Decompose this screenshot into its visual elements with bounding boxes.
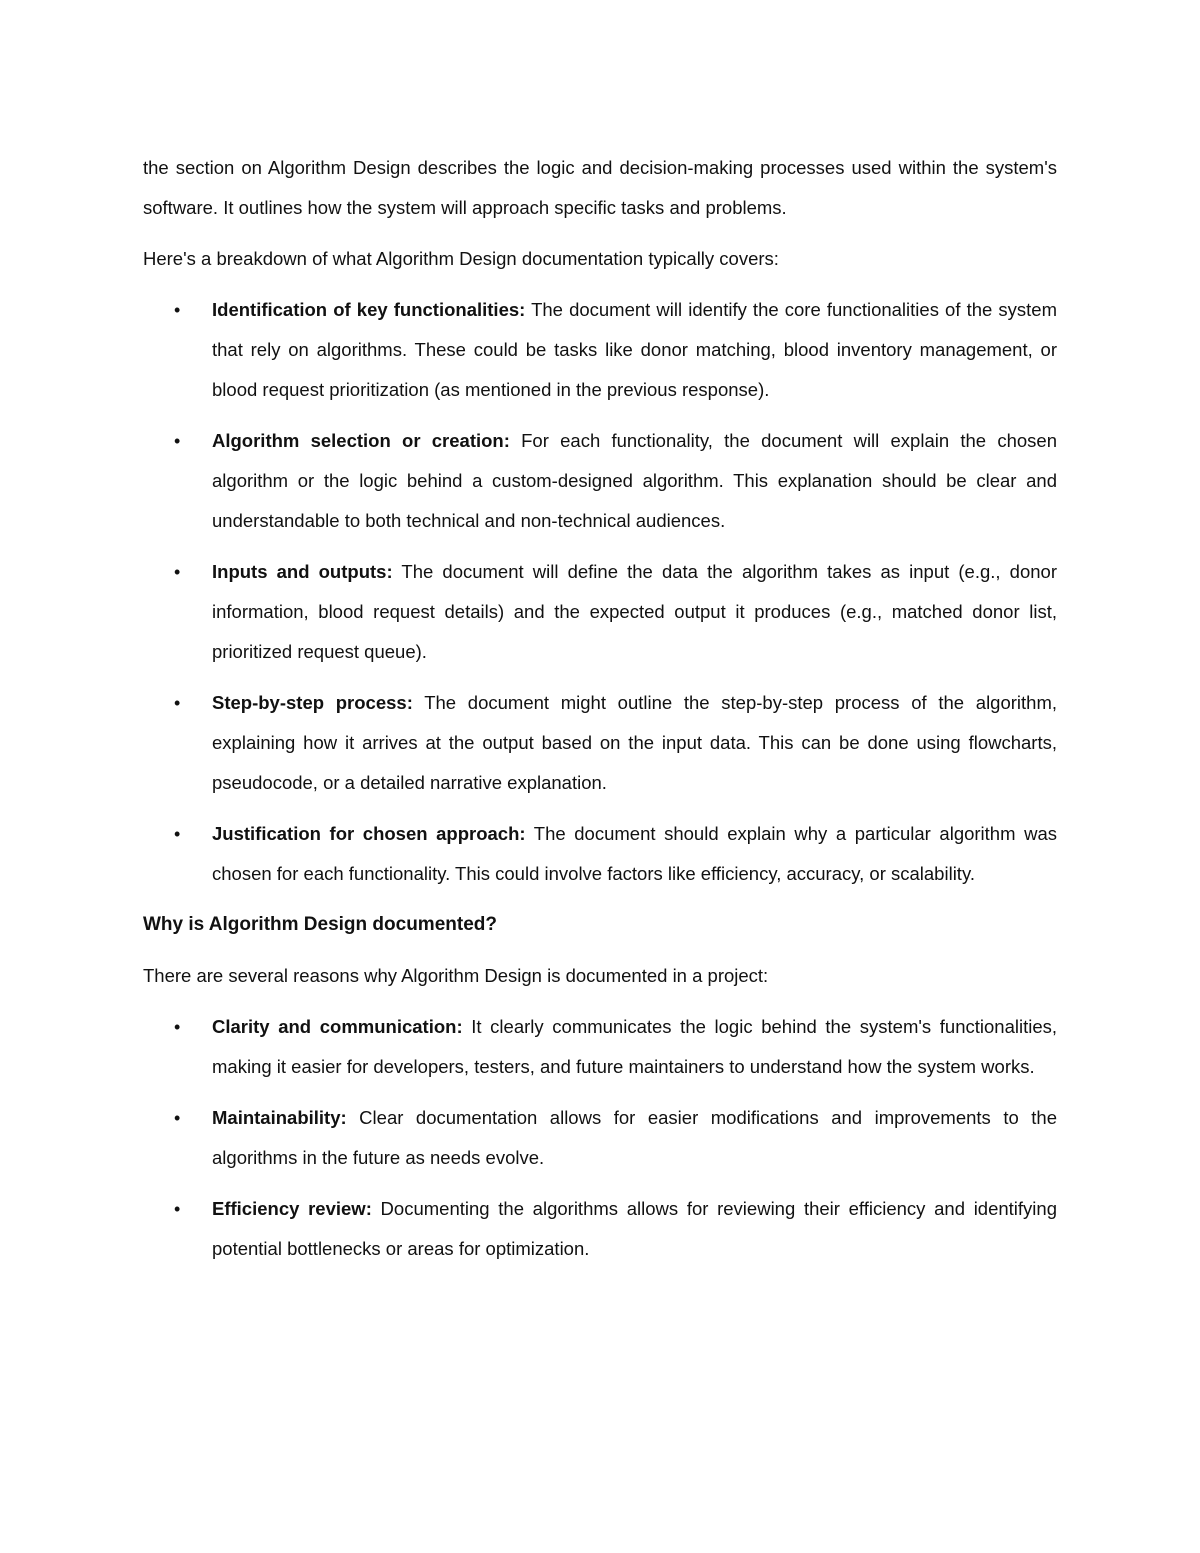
bullet-icon: •	[174, 1108, 181, 1128]
document-body	[143, 148, 1057, 1280]
bullet-icon: •	[174, 824, 181, 844]
bullet-icon: •	[174, 431, 181, 451]
section-heading: Why is Algorithm Design documented?	[143, 914, 497, 935]
intro-paragraph: the section on Algorithm Design describes the logic and decision-making processes used within the system's software. It outlines how the system will approach specific tasks and problems.	[143, 157, 1057, 218]
bullet-icon: •	[174, 1017, 181, 1037]
list-item-term: Inputs and outputs:	[212, 561, 393, 582]
list-item	[143, 1098, 1057, 1178]
list-item-term: Justification for chosen approach:	[212, 823, 526, 844]
bullet-icon: •	[174, 562, 181, 582]
list-item-term: Efficiency review:	[212, 1198, 372, 1219]
list-item	[143, 1007, 1057, 1087]
list-item	[143, 421, 1057, 541]
list-item-term: Maintainability:	[212, 1107, 347, 1128]
list-item-term: Clarity and communication:	[212, 1016, 463, 1037]
list-item-text: Documenting the algorithms allows for reviewing their efficiency and identifying potential bottlenecks or areas for optimization.	[212, 1198, 1057, 1259]
breakdown-intro: Here's a breakdown of what Algorithm Design documentation typically covers:	[143, 248, 779, 269]
reasons-intro: There are several reasons why Algorithm Design is documented in a project:	[143, 965, 769, 986]
list-item-text: The document might outline the step-by-step process of the algorithm, explaining how it arrives at the output based on the input data. This can be done using flowcharts, pseudocode, or a detailed narrative explanation.	[212, 692, 1058, 793]
list-item	[143, 683, 1057, 803]
bullet-icon: •	[174, 693, 181, 713]
list-item-text: For each functionality, the document will explain the chosen algorithm or the logic behind a custom-designed algorithm. This explanation should be clear and understandable to both technical and non-technical audiences.	[212, 430, 1057, 531]
list-item-text: Clear documentation allows for easier modifications and improvements to the algorithms in the future as needs evolve.	[212, 1107, 1057, 1168]
bullet-icon: •	[174, 300, 181, 320]
list-item-text: The document will identify the core functionalities of the system that rely on algorithms. These could be tasks like donor matching, blood inventory management, or blood request prioritization (as mentioned in the previous response).	[212, 299, 1057, 400]
list-item-term: Step-by-step process:	[212, 692, 413, 713]
bullet-icon: •	[174, 1199, 181, 1219]
list-item-text: The document should explain why a particular algorithm was chosen for each functionality. This could involve factors like efficiency, accuracy, or scalability.	[212, 823, 1057, 884]
list-item	[143, 290, 1057, 410]
list-item-text: It clearly communicates the logic behind the system's functionalities, making it easier for developers, testers, and future maintainers to understand how the system works.	[212, 1016, 1058, 1077]
list-item-term: Algorithm selection or creation:	[212, 430, 510, 451]
reasons-list	[143, 1007, 1057, 1269]
covers-list	[143, 290, 1057, 894]
list-item-text: The document will define the data the algorithm takes as input (e.g., donor information, blood request details) and the expected output it produces (e.g., matched donor list, prioritized request queue).	[212, 561, 1057, 662]
list-item	[143, 814, 1057, 894]
list-item-term: Identification of key functionalities:	[212, 299, 526, 320]
list-item	[143, 1189, 1057, 1269]
list-item	[143, 552, 1057, 672]
